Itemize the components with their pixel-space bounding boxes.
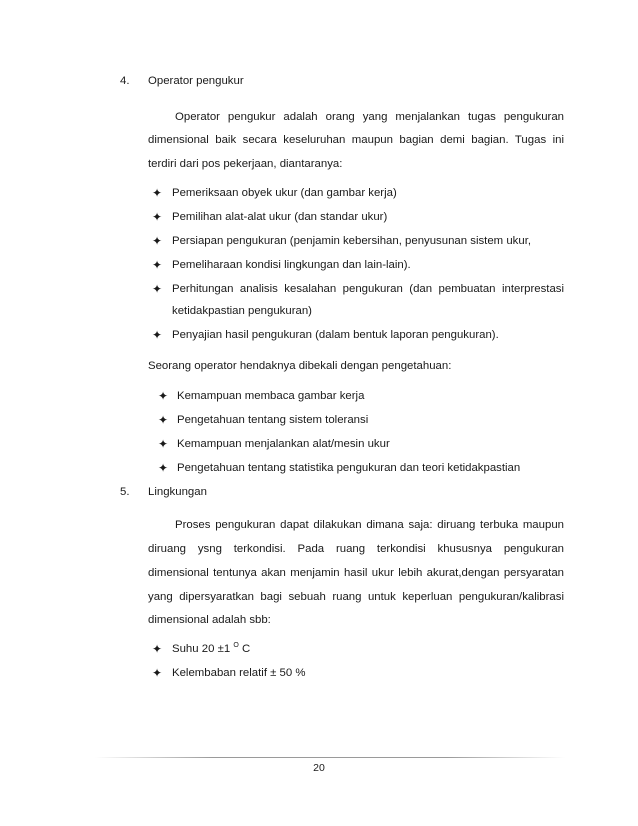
bullet-star-icon: ✦ [152, 328, 163, 342]
task-item: Perhitungan analisis kesalahan pengukuran (dan pembuatan interprestasi [172, 283, 564, 295]
paragraph-line: terdiri dari pos pekerjaan, diantaranya: [148, 158, 343, 170]
section-4-number: 4. [120, 75, 130, 87]
task-item: Persiapan pengukuran (penjamin kebersihan, penyusunan sistem ukur, [172, 235, 532, 247]
knowledge-item: Kemampuan menjalankan alat/mesin ukur [177, 438, 390, 450]
bullet-star-icon: ✦ [152, 282, 163, 296]
humidity-condition: Kelembaban relatif ± 50 % [172, 667, 306, 679]
bullet-star-icon: ✦ [158, 389, 169, 403]
task-item: Pemeliharaan kondisi lingkungan dan lain-lain). [172, 259, 411, 271]
task-item: Penyajian hasil pengukuran (dalam bentuk laporan pengukuran). [172, 329, 499, 341]
section-4-heading: Operator pengukur [148, 75, 244, 87]
section-5-heading: Lingkungan [148, 486, 207, 498]
bullet-star-icon: ✦ [152, 642, 163, 656]
page-number: 20 [313, 762, 325, 774]
degree-superscript: O [233, 642, 239, 650]
paragraph-line: Proses pengukuran dapat dilakukan dimana saja: diruang terbuka maupun [175, 519, 564, 531]
temperature-condition [172, 641, 250, 657]
temperature-value: Suhu 20 ±1 [172, 643, 234, 655]
bullet-star-icon: ✦ [152, 210, 163, 224]
knowledge-item: Pengetahuan tentang sistem toleransi [177, 414, 369, 426]
knowledge-item: Pengetahuan tentang statistika pengukuran dan teori ketidakpastian [177, 462, 521, 474]
bullet-star-icon: ✦ [152, 234, 163, 248]
section-5-number: 5. [120, 486, 130, 498]
paragraph-line: dimensional adalah sbb: [148, 614, 271, 626]
task-item: Pemilihan alat-alat ukur (dan standar ukur) [172, 211, 388, 223]
footer-divider [95, 757, 565, 758]
knowledge-item: Kemampuan membaca gambar kerja [177, 390, 365, 402]
bullet-star-icon: ✦ [158, 413, 169, 427]
paragraph-line: diruang ysng terkondisi. Pada ruang terkondisi khususnya pengukuran [148, 543, 564, 555]
bullet-star-icon: ✦ [152, 666, 163, 680]
bullet-star-icon: ✦ [158, 437, 169, 451]
temperature-unit: C [238, 643, 251, 655]
paragraph-line: dimensional baik secara keseluruhan maupun bagian demi bagian. Tugas ini [148, 134, 564, 146]
bullet-star-icon: ✦ [152, 258, 163, 272]
task-item: Pemeriksaan obyek ukur (dan gambar kerja) [172, 187, 397, 199]
bullet-star-icon: ✦ [152, 186, 163, 200]
paragraph-line: yang dipersyaratkan bagi sebuah ruang untuk keperluan pengukuran/kalibrasi [148, 591, 564, 603]
paragraph-line: Operator pengukur adalah orang yang menjalankan tugas pengukuran [175, 111, 564, 123]
paragraph-line: dimensional tentunya akan menjamin hasil ukur lebih akurat,dengan persyaratan [148, 567, 564, 579]
knowledge-intro: Seorang operator hendaknya dibekali dengan pengetahuan: [148, 360, 452, 372]
task-item-continuation: ketidakpastian pengukuran) [172, 305, 312, 317]
bullet-star-icon: ✦ [158, 461, 169, 475]
